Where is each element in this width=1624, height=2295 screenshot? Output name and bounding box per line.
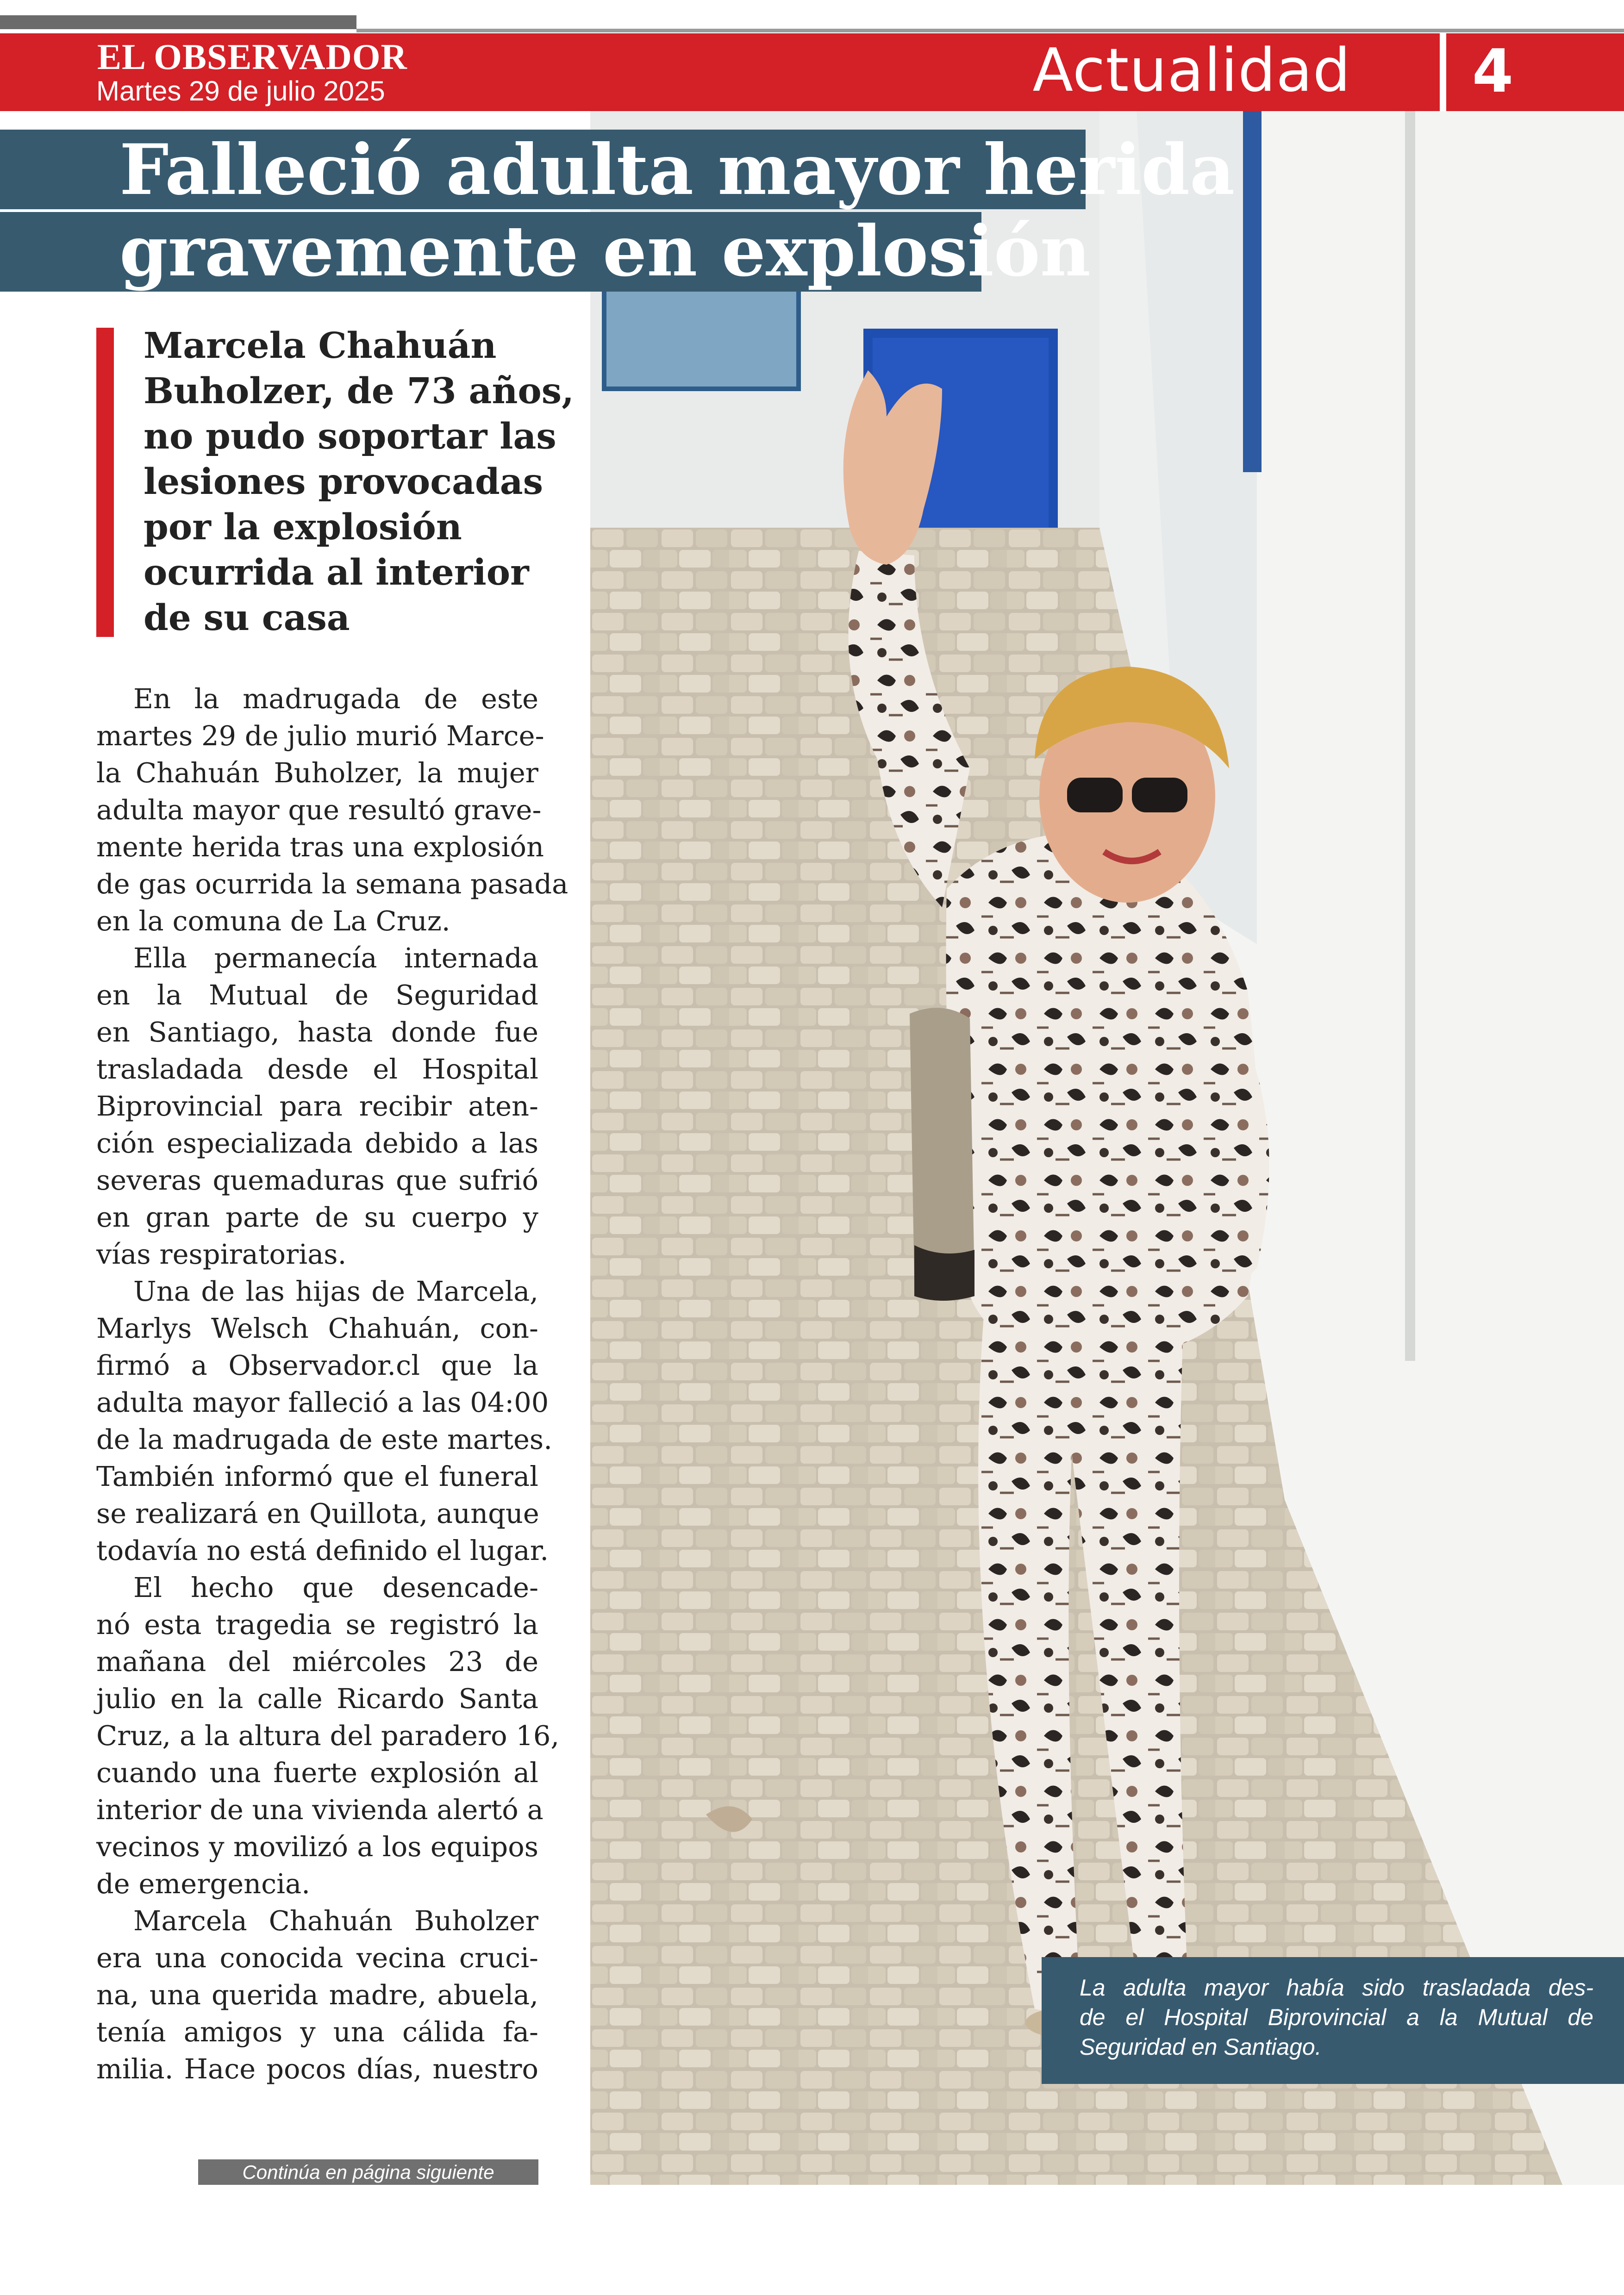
body-line: mente herida tras una explosión bbox=[96, 831, 544, 863]
subheading-line: Marcela Chahuán bbox=[144, 325, 497, 367]
body-line: Marcela Chahuán Buholzer bbox=[133, 1905, 538, 1937]
subheading bbox=[144, 323, 574, 641]
headline-line-2: gravemente en explosión bbox=[119, 211, 1091, 292]
body-line: Una de las hijas de Marcela, bbox=[133, 1275, 538, 1307]
continues-banner[interactable] bbox=[198, 2159, 538, 2185]
body-line: vías respiratorias. bbox=[96, 1238, 347, 1270]
top-thin-rule bbox=[356, 29, 1624, 32]
body-line: adulta mayor falleció a las 04:00 bbox=[96, 1386, 549, 1418]
body-line: cuando una fuerte explosión al bbox=[96, 1757, 538, 1789]
body-line: se realizará en Quillota, aunque bbox=[96, 1497, 539, 1529]
body-line: El hecho que desencade- bbox=[133, 1572, 538, 1603]
issue-date: Martes 29 de julio 2025 bbox=[96, 75, 385, 106]
body-line: En la madrugada de este bbox=[133, 683, 538, 715]
section-label: Actualidad bbox=[1032, 36, 1351, 105]
body-line: tenía amigos y una cálida fa- bbox=[96, 2016, 538, 2048]
body-line: en la Mutual de Seguridad bbox=[96, 979, 538, 1011]
subheading-line: de su casa bbox=[144, 597, 350, 639]
headline-line-1: Falleció adulta mayor herida bbox=[119, 129, 1235, 211]
section-divider bbox=[1440, 33, 1446, 111]
body-line: de la madrugada de este martes. bbox=[96, 1423, 552, 1455]
body-line: julio en la calle Ricardo Santa bbox=[96, 1683, 538, 1715]
body-line: en gran parte de su cuerpo y bbox=[96, 1201, 538, 1233]
body-line: firmó a Observador.cl que la bbox=[96, 1349, 538, 1381]
body-line: todavía no está definido el lugar. bbox=[96, 1534, 549, 1566]
body-line: adulta mayor que resultó grave- bbox=[96, 794, 542, 826]
body-line: la Chahuán Buholzer, la mujer bbox=[96, 757, 538, 789]
body-line: Ella permanecía internada bbox=[133, 942, 538, 974]
body-line: milia. Hace pocos días, nuestro bbox=[96, 2053, 538, 2085]
newspaper-name: EL OBSERVADOR bbox=[97, 37, 407, 77]
caption-line: de el Hospital Biprovincial a la Mutual de bbox=[1080, 2004, 1593, 2030]
body-line: era una conocida vecina cruci- bbox=[96, 1942, 538, 1974]
body-line: mañana del miércoles 23 de bbox=[96, 1646, 538, 1678]
caption-line: Seguridad en Santiago. bbox=[1080, 2034, 1322, 2060]
body-line: También informó que el funeral bbox=[96, 1460, 538, 1492]
body-line: vecinos y movilizó a los equipos bbox=[96, 1831, 538, 1863]
article-photo bbox=[590, 111, 1624, 2185]
body-line: ción especializada debido a las bbox=[96, 1127, 538, 1159]
subheading-line: Buholzer, de 73 años, bbox=[144, 370, 574, 412]
body-line: de emergencia. bbox=[96, 1868, 310, 1900]
body-line: trasladada desde el Hospital bbox=[96, 1053, 538, 1085]
body-line: Biprovincial para recibir aten- bbox=[96, 1090, 538, 1122]
body-line: severas quemaduras que sufrió bbox=[96, 1164, 538, 1196]
body-line: nó esta tragedia se registró la bbox=[96, 1609, 538, 1640]
body-line: en la comuna de La Cruz. bbox=[96, 905, 450, 937]
page-number: 4 bbox=[1472, 37, 1514, 106]
body-line: interior de una vivienda alertó a bbox=[96, 1794, 543, 1826]
subheading-line: ocurrida al interior bbox=[144, 552, 529, 593]
subheading-line: lesiones provocadas bbox=[144, 461, 543, 503]
caption-line: La adulta mayor había sido trasladada des- bbox=[1080, 1975, 1593, 2001]
article-body bbox=[96, 680, 568, 2088]
continues-text: Continúa en página siguiente bbox=[242, 2161, 494, 2183]
subheading-line: por la explosión bbox=[144, 506, 462, 548]
subheading-line: no pudo soportar las bbox=[144, 416, 556, 457]
body-line: Marlys Welsch Chahuán, con- bbox=[96, 1312, 538, 1344]
body-line: na, una querida madre, abuela, bbox=[96, 1979, 538, 2011]
body-line: de gas ocurrida la semana pasada bbox=[96, 868, 568, 900]
photo-caption bbox=[1080, 1973, 1593, 2062]
top-gray-rule bbox=[0, 15, 356, 29]
subheading-accent-bar bbox=[96, 328, 114, 637]
body-line: Cruz, a la altura del paradero 16, bbox=[96, 1720, 560, 1752]
body-line: martes 29 de julio murió Marce- bbox=[96, 720, 544, 752]
body-line: en Santiago, hasta donde fue bbox=[96, 1016, 538, 1048]
